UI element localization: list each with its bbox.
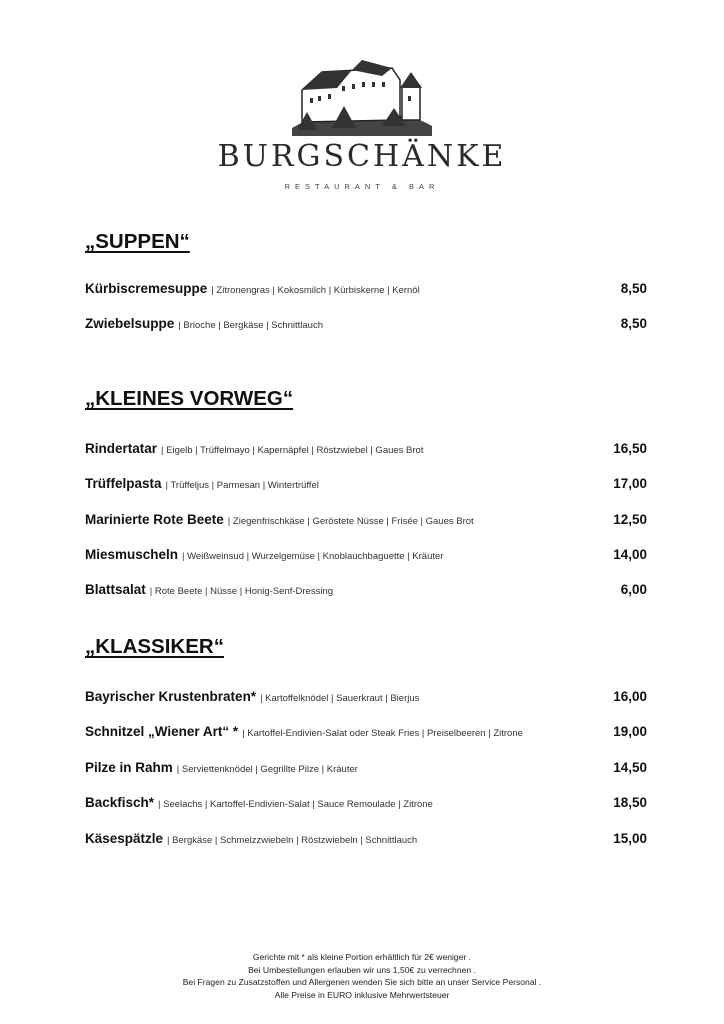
dish-name: Käsespätzle [85, 831, 164, 846]
menu-item [85, 281, 647, 296]
dish-price: 16,00 [613, 689, 647, 704]
menu-item [85, 512, 647, 527]
dish-name: Marinierte Rote Beete [85, 512, 224, 527]
section-heading: „KLASSIKER“ [85, 635, 224, 658]
footer-line: Gerichte mit * als kleine Portion erhältlich für 2€ weniger . [252, 952, 472, 962]
dish-price: 8,50 [620, 316, 647, 331]
dish-price: 16,50 [613, 441, 647, 456]
dish-name: Bayrischer Krustenbraten* [85, 689, 257, 704]
menu-item [85, 724, 647, 739]
dish-description: | Trüffeljus | Parmesan | Wintertrüffel [165, 480, 319, 491]
dish-description: | Zitronengras | Kokosmilch | Kürbiskerne | Kernöl [211, 285, 420, 296]
dish-description: | Eigelb | Trüffelmayo | Kapernäpfel | Röstzwiebel | Gaues Brot [161, 445, 424, 456]
section-heading: „SUPPEN“ [85, 230, 190, 253]
dish-name: Pilze in Rahm [85, 760, 173, 775]
menu-item [85, 831, 647, 846]
dish-description: | Weißweinsud | Wurzelgemüse | Knoblauchbaguette | Kräuter [182, 551, 444, 562]
dish-name: Trüffelpasta [85, 476, 162, 491]
menu-item [85, 441, 647, 456]
dish-name: Blattsalat [85, 582, 146, 597]
dish-price: 8,50 [620, 281, 647, 296]
dish-description: | Ziegenfrischkäse | Geröstete Nüsse | Frisée | Gaues Brot [227, 516, 474, 527]
dish-name: Backfisch* [85, 795, 155, 810]
dish-price: 12,50 [613, 512, 647, 527]
dish-name: Miesmuscheln [85, 547, 179, 562]
menu-item [85, 547, 647, 562]
dish-description: | Brioche | Bergkäse | Schnittlauch [178, 320, 323, 331]
dish-description: | Rote Beete | Nüsse | Honig-Senf-Dressing [149, 586, 334, 597]
dish-name: Zwiebelsuppe [85, 316, 175, 331]
dish-description: | Serviettenknödel | Gegrillte Pilze | Kräuter [176, 764, 358, 775]
menu-item [85, 476, 647, 491]
dish-price: 19,00 [613, 724, 647, 739]
dish-price: 14,50 [613, 760, 647, 775]
section-heading: „KLEINES VORWEG“ [85, 387, 294, 410]
dish-name: Schnitzel „Wiener Art“ * [85, 724, 239, 739]
dish-price: 14,00 [613, 547, 647, 562]
castle-illustration-icon [282, 50, 442, 138]
dish-price: 18,50 [613, 795, 647, 810]
footer-line: Bei Fragen zu Zusatzstoffen und Allergenen wenden Sie sich bitte an unser Service Personal . [182, 977, 542, 988]
footer-notes [0, 951, 724, 1001]
dish-description: | Bergkäse | Schmelzzwiebeln | Röstzwiebeln | Schnittlauch [167, 835, 418, 846]
dish-name: Rindertatar [85, 441, 158, 456]
menu-item [85, 795, 647, 810]
menu-item [85, 316, 647, 331]
menu-item [85, 760, 647, 775]
dish-price: 15,00 [613, 831, 647, 846]
restaurant-logo [0, 50, 724, 191]
restaurant-tagline: RESTAURANT & BAR [284, 182, 440, 191]
dish-description: | Kartoffel-Endivien-Salat oder Steak Fries | Preiselbeeren | Zitrone [242, 728, 523, 739]
dish-description: | Kartoffelknödel | Sauerkraut | Bierjus [260, 693, 420, 704]
dish-description: | Seelachs | Kartoffel-Endivien-Salat | Sauce Remoulade | Zitrone [158, 799, 433, 810]
menu-item [85, 582, 647, 597]
restaurant-name: BURGSCHÄNKE [217, 139, 507, 174]
footer-line: Bei Umbestellungen erlauben wir uns 1,50€ zu verrechnen . [248, 964, 476, 975]
menu-item [85, 689, 647, 704]
dish-price: 6,00 [620, 582, 647, 597]
dish-price: 17,00 [613, 476, 647, 491]
footer-line: Alle Preise in EURO inklusive Mehrwertsteuer [274, 989, 450, 1000]
dish-name: Kürbiscremesuppe [85, 281, 208, 296]
